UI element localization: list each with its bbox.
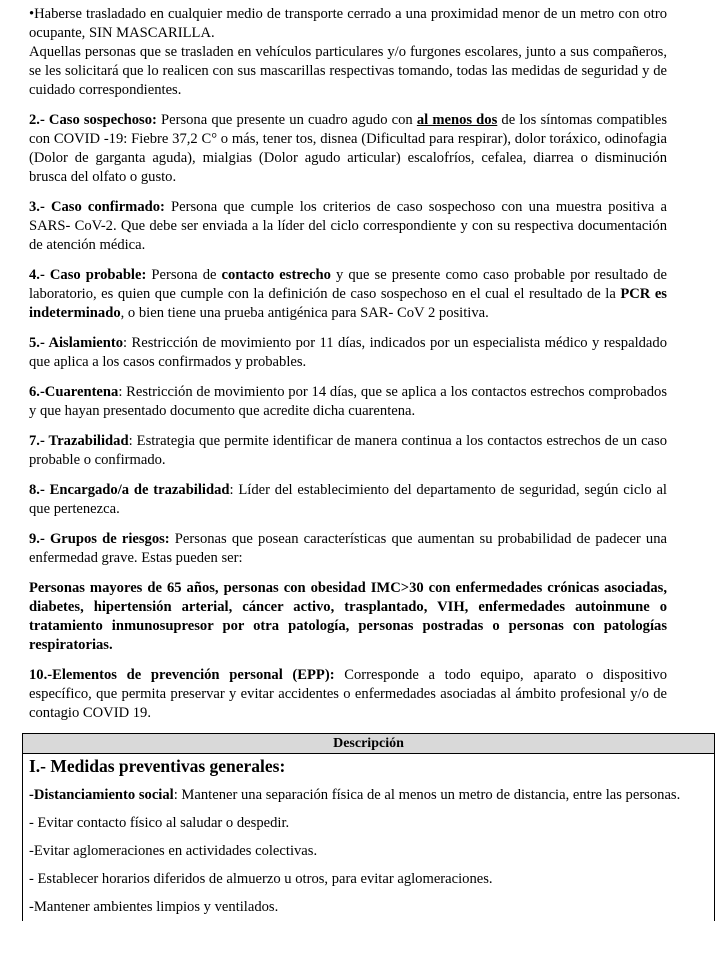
distancing-item: -Distanciamiento social: Mantener una separación física de al menos un metro de distancia, entre las personas. — [29, 787, 681, 803]
definition-grupos-riesgo: 9.- Grupos de riesgos: Personas que posean características que aumentan su probabilidad de padecer una enfermedad grave. Estas pueden ser: — [29, 531, 667, 566]
section-title: I.- Medidas preventivas generales: — [29, 756, 286, 776]
definition-encargado-trazabilidad: 8.- Encargado/a de trazabilidad: Líder del establecimiento del departamento de seguridad, según ciclo al que pertenezca. — [29, 482, 667, 517]
definition-cuarentena: 6.-Cuarentena: Restricción de movimiento por 14 días, que se aplica a los contactos estrechos comprobados y que hayan presentado documento que acredite dicha cuarentena. — [29, 384, 667, 419]
table-header: Descripción — [23, 734, 714, 754]
intro-vehicles: Aquellas personas que se trasladen en vehículos particulares y/o furgones escolares, junto a sus compañeros, se les solicitará que lo realicen con sus mascarillas respectivas tomando, todas las medidas de seguridad y de cuidado correspondientes. — [29, 44, 667, 98]
term: 5.- Aislamiento — [29, 335, 124, 351]
term: 4.- Caso probable: — [29, 267, 147, 283]
list-item: -Mantener ambientes limpios y ventilados. — [29, 899, 279, 915]
document-body — [29, 5, 667, 734]
emphasis: al menos dos — [416, 112, 498, 128]
description-table — [22, 733, 715, 921]
list-item: - Establecer horarios diferidos de almuerzo u otros, para evitar aglomeraciones. — [29, 871, 493, 887]
term: 6.-Cuarentena — [29, 384, 119, 400]
definition-aislamiento: 5.- Aislamiento: Restricción de movimiento por 11 días, indicados por un especialista médico y respaldado que aplica a los casos confirmados y probables. — [29, 335, 667, 370]
term: 3.- Caso confirmado: — [29, 199, 165, 215]
definition-caso-probable: 4.- Caso probable: Persona de contacto estrecho y que se presente como caso probable por resultado de laboratorio, es quien que cumple con la definición de caso sospechoso en el cual el resultado de la PCR es indeterminado, o bien tiene una prueba antigénica para SAR- CoV 2 positiva. — [29, 267, 667, 321]
definition-epp: 10.-Elementos de prevención personal (EPP): Corresponde a todo equipo, aparato o dispositivo específico, que permita preservar y evitar accidentes o enfermedades asociadas al ámbito profesional y/o de contagio COVID 19. — [29, 667, 667, 721]
definition-trazabilidad: 7.- Trazabilidad: Estrategia que permite identificar de manera continua a los contactos estrechos de un caso probable o confirmado. — [29, 433, 667, 468]
table-body — [23, 755, 714, 921]
list-item: -Evitar aglomeraciones en actividades colectivas. — [29, 843, 318, 859]
term: 10.-Elementos de prevención personal (EPP): — [29, 667, 335, 683]
intro-bullet: •Haberse trasladado en cualquier medio de transporte cerrado a una proximidad menor de un metro con otro ocupante, SIN MASCARILLA. — [29, 6, 667, 41]
risk-groups-list: Personas mayores de 65 años, personas con obesidad IMC>30 con enfermedades crónicas asociadas, diabetes, hipertensión arterial, cáncer activo, trasplantado, VIH, enfermedades autoinmune o tratamiento inmunosupresor por otra patología, personas postradas o personas con patologías respiratorias. — [29, 580, 667, 653]
term: 7.- Trazabilidad — [29, 433, 129, 449]
term: 8.- Encargado/a de trazabilidad — [29, 482, 230, 498]
term: 9.- Grupos de riesgos: — [29, 531, 170, 547]
definition-caso-sospechoso: 2.- Caso sospechoso: Persona que presente un cuadro agudo con al menos dos de los síntomas compatibles con COVID -19: Fiebre 37,2 C° o más, tener tos, disnea (Dificultad para respirar), dolor toráxico, odinofagia (Dolor de garganta aguda), mialgias (Dolor agudo articular) escalofríos, cefalea, diarrea o disminución brusca del olfato o gusto. — [29, 112, 668, 185]
list-item: - Evitar contacto físico al saludar o despedir. — [29, 815, 290, 831]
definition-caso-confirmado: 3.- Caso confirmado: Persona que cumple los criterios de caso sospechoso con una muestra positiva a SARS- CoV-2. Que debe ser enviada a la líder del ciclo correspondiente y con su respectiva documentación de atención médica. — [29, 199, 667, 253]
term: 2.- Caso sospechoso: — [29, 112, 157, 128]
